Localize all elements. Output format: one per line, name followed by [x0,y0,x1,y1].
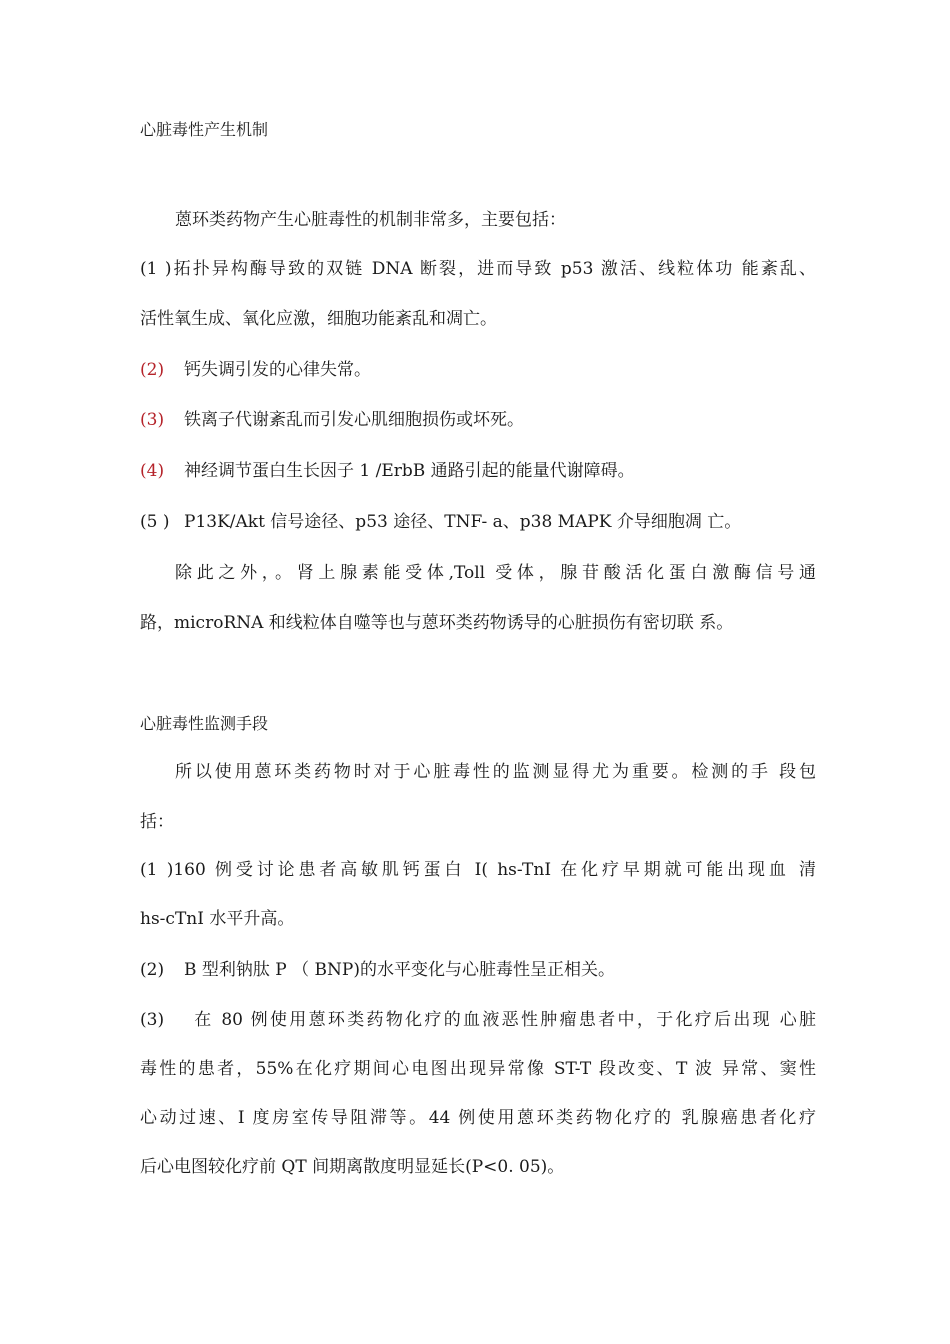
section-heading-mechanism: 心脏毒性产生机制 [140,120,269,139]
item-text: 钙失调引发的心律失常。 [184,360,371,380]
item-text: 160 例受讨论患者高敏肌钙蛋白 I( hs-TnI 在化疗早期就可能出现血 清 [173,860,816,880]
mechanism-item-1-line-1 [140,257,816,281]
monitoring-item-2 [140,958,816,982]
item-text: B 型利钠肽 P （ BNP)的水平变化与心脏毒性呈正相关。 [184,960,615,980]
item-number: (4) [140,461,165,481]
item-text: P13K/Akt 信号途径、p53 途径、TNF- a、p38 MAPK 介导细胞凋 亡。 [184,512,742,532]
item-number: (3) [140,410,165,430]
monitoring-item-1-line-2: hs-cTnI 水平升高。 [140,909,295,929]
item-number: (1 ) [140,259,172,279]
item-number: (2) [140,960,165,980]
mechanism-item-3 [140,408,816,432]
item-text: 神经调节蛋白生长因子 1 /ErbB 通路引起的能量代谢障碍。 [184,461,635,481]
item-text: 拓扑异构酶导致的双链 DNA 断裂，进而导致 p53 激活、线粒体功 能紊乱、 [171,259,816,279]
monitoring-item-3-line-3: 心动过速、I 度房室传导阻滞等。44 例使用蒽环类药物化疗的 乳腺癌患者化疗 [140,1108,816,1128]
item-number: (1 ) [140,860,174,880]
item-number: (2) [140,360,165,380]
monitoring-item-3-line-1 [140,1008,816,1032]
mechanism-item-2 [140,358,816,382]
mechanism-item-5 [140,510,816,534]
mechanism-intro: 蒽环类药物产生心脏毒性的机制非常多，主要包括： [175,210,566,230]
monitoring-item-3-line-4: 后心电图较化疗前 QT 间期离散度明显延长(P<0. 05)。 [140,1157,565,1177]
monitoring-item-3-line-2: 毒性的患者，55%在化疗期间心电图出现异常像 ST-T 段改变、T 波 异常、窦性 [140,1059,816,1079]
item-text: 铁离子代谢紊乱而引发心肌细胞损伤或坏死。 [184,410,524,430]
mechanism-item-4 [140,459,816,483]
monitoring-item-1-line-1 [140,858,816,882]
mechanism-item-1-line-2: 活性氧生成、氧化应激，细胞功能紊乱和凋亡。 [140,309,497,329]
mechanism-closing-line-1: 除此之外，。肾上腺素能受体,Toll 受体，腺苷酸活化蛋白激酶信号通 [175,563,816,583]
section-heading-monitoring: 心脏毒性监测手段 [140,714,269,733]
item-text: 在 80 例使用蒽环类药物化疗的血液恶性肿瘤患者中，于化疗后出现 心脏 [192,1010,816,1030]
monitoring-intro-line-1: 所以使用蒽环类药物时对于心脏毒性的监测显得尤为重要。检测的手 段包 [175,762,816,782]
item-number: (5 ) [140,512,170,532]
monitoring-intro-line-2: 括： [140,812,174,832]
mechanism-closing-line-2: 路，microRNA 和线粒体自噬等也与蒽环类药物诱导的心脏损伤有密切联 系。 [140,613,734,633]
item-number: (3) [140,1010,165,1030]
